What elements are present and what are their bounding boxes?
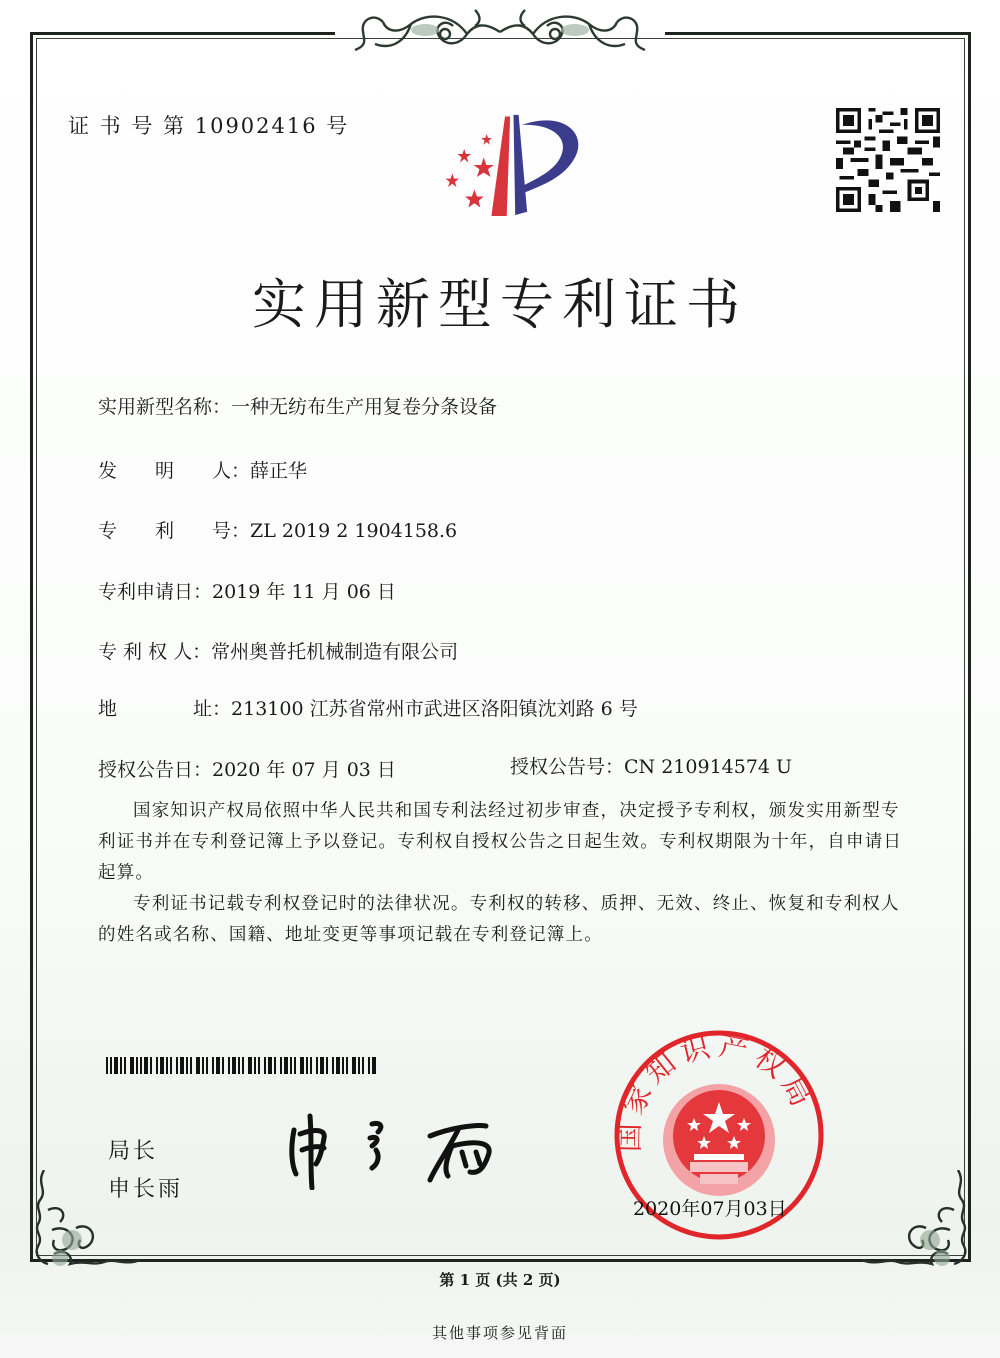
certificate-number — [68, 110, 349, 140]
field-grant-publication-number — [510, 752, 792, 779]
field-value: ZL 2019 2 1904158.6 — [250, 520, 458, 542]
certificate-title: 实用新型专利证书 — [252, 273, 748, 336]
field-value: 常州奥普托机械制造有限公司 — [211, 641, 459, 663]
cnipa-logo-icon — [420, 100, 590, 230]
field-value: 一种无纺布生产用复卷分条设备 — [231, 396, 498, 418]
field-label: 专 利 权 人： — [98, 641, 212, 663]
field-utility-model-name — [98, 392, 497, 419]
qr-code-icon — [836, 108, 940, 212]
certificate-number-label: 证 书 号 第 — [68, 114, 187, 138]
field-label: 授权公告日： — [98, 759, 213, 781]
field-value: 薛正华 — [250, 460, 308, 482]
director-title: 局长 — [108, 1139, 159, 1164]
signature-icon — [280, 1110, 520, 1190]
seal-ring-text: 国家知识产权局 — [612, 1028, 822, 1153]
corner-ornament-bottom-right-icon — [842, 1170, 972, 1275]
director-name: 申长雨 — [108, 1177, 184, 1202]
field-label: 地 址： — [98, 698, 232, 720]
field-patentee — [98, 637, 458, 664]
field-address — [98, 694, 638, 721]
footer-note: 其他事项参见背面 — [431, 1324, 568, 1342]
field-application-date — [98, 577, 396, 604]
field-label: 授权公告号： — [510, 756, 625, 778]
field-value: 2020 年 07 月 03 日 — [212, 759, 396, 781]
field-value: 213100 江苏省常州市武进区洛阳镇沈刘路 6 号 — [231, 698, 638, 720]
seal-date: 2020年07月03日 — [633, 1198, 787, 1220]
field-inventor — [98, 456, 307, 483]
certificate-number-suffix: 号 — [326, 114, 350, 138]
field-value: 2019 年 11 月 06 日 — [212, 581, 396, 603]
body-paragraph-2: 专利证书记载专利权登记时的法律状况。专利权的转移、质押、无效、终止、恢复和专利权人的姓名或名称、国籍、地址变更等事项记载在专利登记簿上。 — [98, 894, 900, 945]
field-label: 发 明 人： — [98, 460, 251, 482]
national-emblem-icon — [663, 1084, 775, 1196]
barcode-icon — [106, 1057, 378, 1074]
field-grant-date — [98, 755, 396, 782]
field-patent-number — [98, 516, 457, 543]
certificate-number-value: 10902416 — [194, 114, 318, 138]
field-label: 实用新型名称： — [98, 396, 232, 418]
top-ornament-icon — [335, 4, 665, 60]
body-paragraph-1: 国家知识产权局依照中华人民共和国专利法经过初步审查，决定授予专利权，颁发实用新型专利证书并在专利登记簿上予以登记。专利权自授权公告之日起生效。专利权期限为十年，自申请日起算。 — [98, 801, 903, 883]
field-label: 专利申请日： — [98, 581, 213, 603]
field-label: 专 利 号： — [98, 520, 251, 542]
field-value: CN 210914574 U — [624, 756, 793, 778]
page-indicator: 第 1 页 (共 2 页) — [439, 1271, 561, 1289]
